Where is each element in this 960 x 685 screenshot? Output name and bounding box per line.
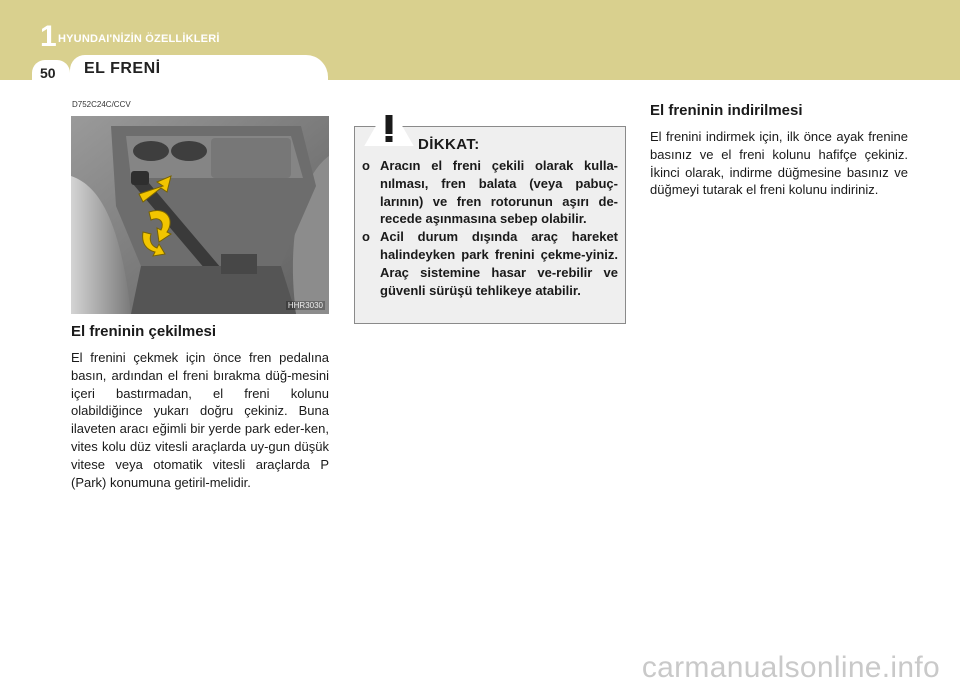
left-body: El frenini çekmek için önce fren pedalına basın, ardından el freni bırakma düğ-mesini içeri bastırmadan, el freni kolunu olabildiğince yukarı doğru çekiniz. Buna ilaveten aracı eğimli bir yerde park eder-ken, vites kolu düz vitesli araçlarda uy-gun düşük vitese veya otomatik vitesli araçlarda P (Park) konumuna getiril-melidir. bbox=[71, 350, 329, 490]
right-body: El frenini indirmek için, ilk önce ayak frenine basınız ve el freni kolunu hafifçe çekiniz. İkinci olarak, indirme düğmesine basınız ve düğmeyi tutarak el freni kolunu indiriniz. bbox=[650, 129, 908, 198]
warning-list bbox=[362, 157, 618, 299]
parking-brake-illustration bbox=[71, 116, 329, 314]
warning-item bbox=[362, 228, 618, 299]
chapter-title: HYUNDAI'NİZİN ÖZELLİKLERİ bbox=[58, 33, 220, 45]
warning-item-text: Acil durum dışında araç hareket halindeyken park frenini çekme-yiniz. Araç sistemine hasar ve-rebilir ve güvenli sürüşü tehlikeye atabilir. bbox=[380, 229, 618, 298]
bullet-marker: o bbox=[362, 229, 370, 245]
photo-image-code: HHR3030 bbox=[287, 301, 323, 310]
chapter-number: 1 bbox=[40, 20, 57, 53]
left-heading: El freninin çekilmesi bbox=[71, 323, 217, 340]
section-title: EL FRENİ bbox=[84, 60, 161, 77]
warning-item-text: Aracın el freni çekili olarak kulla-nılması, fren balata (veya pabuç-larının) ve fren rotorunun aşırı de-recede aşınmasına sebep olabilir. bbox=[380, 158, 618, 227]
figure-code: D752C24C/CCV bbox=[72, 100, 131, 109]
parking-brake-photo bbox=[71, 116, 329, 314]
warning-triangle-icon bbox=[364, 103, 414, 147]
page-number: 50 bbox=[40, 65, 56, 81]
warning-title: DİKKAT: bbox=[418, 136, 480, 153]
warning-item bbox=[362, 157, 618, 228]
watermark: carmanualsonline.info bbox=[641, 651, 940, 684]
bullet-marker: o bbox=[362, 158, 370, 173]
right-heading: El freninin indirilmesi bbox=[650, 102, 803, 119]
